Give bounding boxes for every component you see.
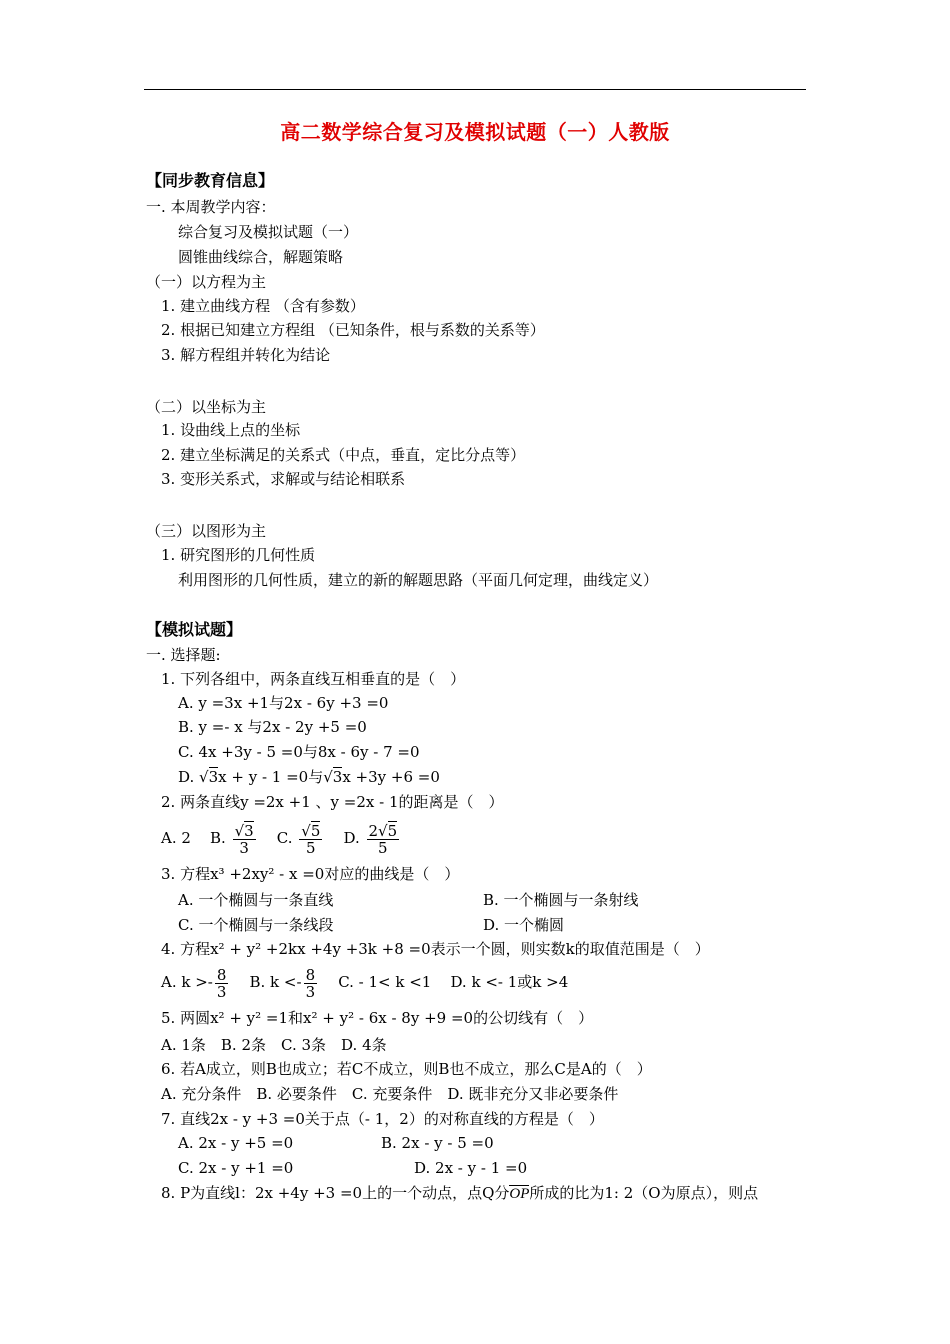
option-b: B. 一个椭圆与一条射线 [483,891,639,909]
fraction: $\frac{√3}{3}$ [234,821,254,857]
group-item: 1. 设曲线上点的坐标 [161,421,301,439]
option-b: B. 2x - y - 5 =0 [381,1134,494,1152]
fraction: $\frac{2√5}{5}$ [368,821,398,857]
topic-line: 圆锥曲线综合，解题策略 [178,248,344,266]
question-1: 1. 下列各组中，两条直线互相垂直的是（ ） [161,670,466,688]
group-item: 利用图形的几何性质，建立的新的解题思路（平面几何定理，曲线定义） [178,571,659,589]
group-heading: （二）以坐标为主 [146,398,267,416]
content-intro: 一. 本周教学内容： [146,198,276,216]
option-a: A. y =3x +1与2x - 6y +3 =0 [178,694,389,712]
group-item: 2. 建立坐标满足的关系式（中点，垂直，定比分点等） [161,446,526,464]
question-3: 3. 方程x³ +2xy² - x =0对应的曲线是（ ） [161,865,460,883]
page-title: 高二数学综合复习及模拟试题（一）人教版 [280,120,670,144]
fraction: $\frac{√5}{5}$ [301,821,321,857]
question-4: 4. 方程x² + y² +2kx +4y +3k +8 =0表示一个圆，则实数k的取值范围是（ ） [161,940,710,958]
question-4-options: A. k >- $\frac{8}{3}$ B. k <- $\frac{8}{3}$ C. - 1< k <1 D. k <- 1或k >4 [161,965,569,1001]
section-header-sync: 【同步教育信息】 [146,171,275,190]
option-c: C. 2x - y +1 =0 [178,1159,294,1177]
header-rule [144,89,806,90]
question-6-options: A. 充分条件 B. 必要条件 C. 充要条件 D. 既非充分又非必要条件 [161,1085,619,1103]
choice-intro: 一. 选择题: [146,646,221,664]
question-2-options: A. 2 B. $\frac{√3}{3}$ C. $\frac{√5}{5}$ D. $\frac{2√5}{5}$ [161,821,398,857]
section-header-mock: 【模拟试题】 [146,620,243,639]
option-c: C. 4x +3y - 5 =0与8x - 6y - 7 =0 [178,743,420,761]
vector-op: OP [509,1186,530,1202]
topic-line: 综合复习及模拟试题（一） [178,223,359,241]
option-a: A. 2x - y +5 =0 [178,1134,294,1152]
option-d: D. √3x + y - 1 =0与√3x +3y +6 =0 [178,768,440,786]
option-c: C. 一个椭圆与一条线段 [178,916,334,934]
question-6: 6. 若A成立，则B也成立；若C不成立，则B也不成立，那么C是A的（ ） [161,1060,652,1078]
question-5: 5. 两圆x² + y² =1和x² + y² - 6x - 8y +9 =0的公切线有（ ） [161,1009,594,1027]
question-2: 2. 两条直线y =2x +1 、y =2x - 1的距离是（ ） [161,793,504,811]
option-a: A. 一个椭圆与一条直线 [178,891,334,909]
question-8: 8. P为直线l：2x +4y +3 =0上的一个动点，点Q分OP所成的比为1: 2（O为原点），则点 [161,1184,759,1202]
fraction: $\frac{8}{3}$ [216,965,227,1001]
group-heading: （三）以图形为主 [146,522,267,540]
option-b: B. y =- x 与2x - 2y +5 =0 [178,718,367,736]
group-item: 3. 解方程组并转化为结论 [161,346,331,364]
group-item: 2. 根据已知建立方程组 （已知条件，根与系数的关系等） [161,321,545,339]
fraction: $\frac{8}{3}$ [305,965,316,1001]
group-item: 1. 研究图形的几何性质 [161,546,316,564]
group-item: 3. 变形关系式，求解或与结论相联系 [161,470,406,488]
group-item: 1. 建立曲线方程 （含有参数） [161,297,365,315]
question-7: 7. 直线2x - y +3 =0关于点（- 1，2）的对称直线的方程是（ ） [161,1110,604,1128]
group-heading: （一）以方程为主 [146,273,267,291]
option-d: D. 2x - y - 1 =0 [414,1159,528,1177]
question-5-options: A. 1条 B. 2条 C. 3条 D. 4条 [161,1036,387,1054]
option-d: D. 一个椭圆 [483,916,565,934]
